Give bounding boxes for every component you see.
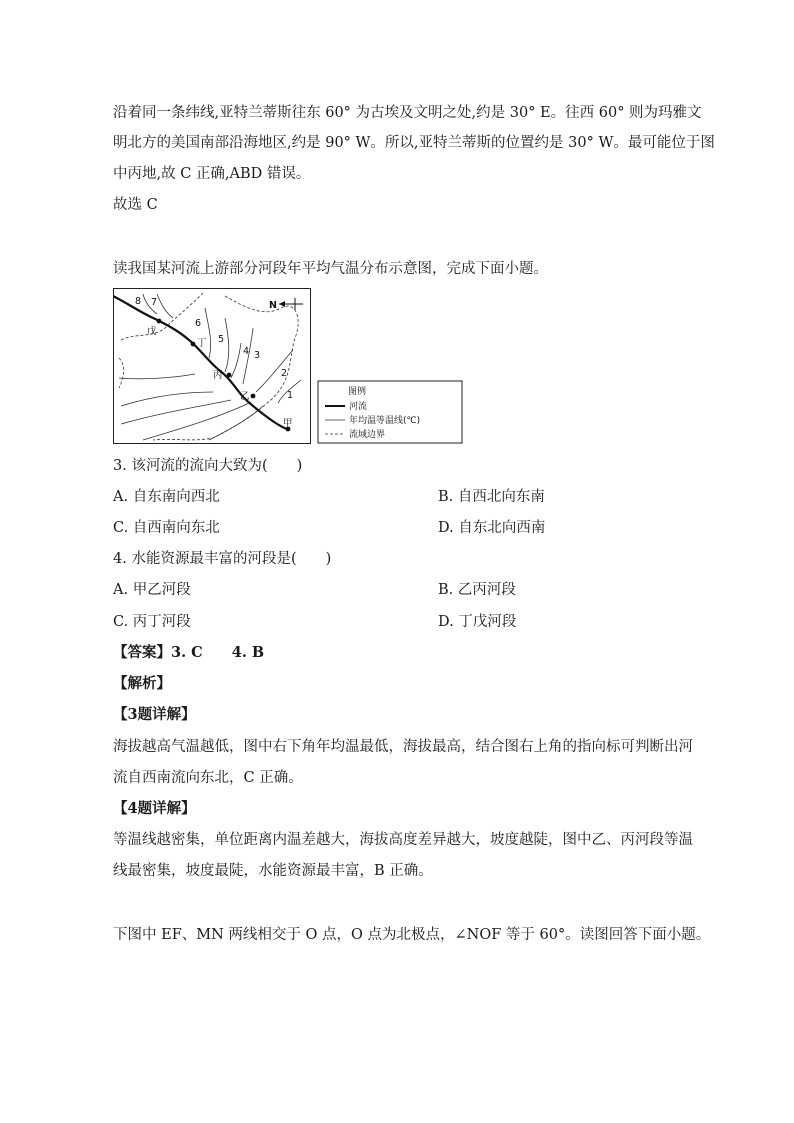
- q4-detail-line-2: 线最密集，坡度最陡，水能资源最丰富，B 正确。: [113, 863, 433, 879]
- north-label: N: [269, 300, 277, 311]
- legend-isotherm: 年均温等温线(℃): [349, 416, 421, 426]
- q4-stem: 4. 水能资源最丰富的河段是( ): [113, 551, 332, 567]
- place-bing-label: 丙: [213, 370, 223, 381]
- intro-line-3: 中丙地,故 C 正确,ABD 错误。: [113, 166, 311, 182]
- isotherm-label-4: 4: [243, 346, 250, 357]
- q3-option-b: B. 自西北向东南: [438, 489, 545, 505]
- q4-option-b: B. 乙丙河段: [438, 582, 516, 598]
- isotherm-label-1: 1: [287, 390, 294, 401]
- place-wu-marker: [157, 319, 162, 324]
- isotherm-label-6: 6: [195, 318, 202, 329]
- q3-option-d: D. 自东北向西南: [438, 520, 546, 536]
- q4-option-c: C. 丙丁河段: [113, 614, 191, 630]
- place-wu-label: 戊: [147, 326, 157, 337]
- question-intro: 读我国某河流上游部分河段年平均气温分布示意图，完成下面小题。: [113, 261, 548, 277]
- place-ding-label: 丁: [197, 338, 207, 349]
- q3-detail-heading: 【3题详解】: [113, 706, 196, 723]
- intro-line-1: 沿着同一条纬线,亚特兰蒂斯往东 60° 为古埃及文明之处,约是 30° E。往西 60° 则为玛雅文: [113, 105, 702, 121]
- place-yi-label: 乙: [240, 391, 250, 402]
- place-bing-marker: [227, 373, 232, 378]
- q3-detail-line-2: 流自西南流向东北，C 正确。: [113, 770, 303, 786]
- legend-box: [318, 381, 462, 443]
- intro-conclusion: 故选 C: [113, 197, 158, 213]
- q3-option-c: C. 自西南向东北: [113, 520, 220, 536]
- analysis-heading: 【解析】: [113, 675, 171, 692]
- river-isotherm-map: [113, 288, 463, 444]
- q4-detail-heading: 【4题详解】: [113, 800, 196, 817]
- isotherm-label-2: 2: [281, 368, 288, 379]
- isotherm-label-5: 5: [218, 334, 225, 345]
- isotherm-label-8: 8: [135, 296, 142, 307]
- legend-boundary: 流域边界: [349, 430, 386, 440]
- q4-option-a: A. 甲乙河段: [113, 582, 191, 598]
- q4-detail-line-1: 等温线越密集，单位距离内温差越大，海拔高度差异越大，坡度越陡，图中乙、丙河段等温: [113, 832, 693, 848]
- q4-option-d: D. 丁戊河段: [438, 614, 517, 630]
- legend-river: 河流: [349, 402, 368, 412]
- q3-option-a: A. 自东南向西北: [113, 489, 220, 505]
- q3-detail-line-1: 海拔越高气温越低，图中右下角年均温最低，海拔最高，结合图右上角的指向标可判断出河: [113, 739, 693, 755]
- answer-line: 【答案】3. C 4. B: [113, 644, 265, 661]
- isotherm-label-3: 3: [254, 350, 261, 361]
- place-jia-label: 甲: [283, 418, 293, 429]
- legend: [318, 381, 462, 443]
- intro-line-2: 明北方的美国南部沿海地区,约是 90° W。所以,亚特兰蒂斯的位置约是 30° W。最可能位于图: [113, 135, 715, 151]
- place-yi-marker: [251, 394, 256, 399]
- q3-stem: 3. 该河流的流向大致为( ): [113, 458, 303, 474]
- legend-title: 图例: [348, 387, 367, 397]
- isotherm-label-7: 7: [151, 297, 158, 308]
- next-question-intro: 下图中 EF、MN 两线相交于 O 点，O 点为北极点，∠NOF 等于 60°。读图回答下面小题。: [113, 927, 711, 943]
- place-ding-marker: [191, 342, 196, 347]
